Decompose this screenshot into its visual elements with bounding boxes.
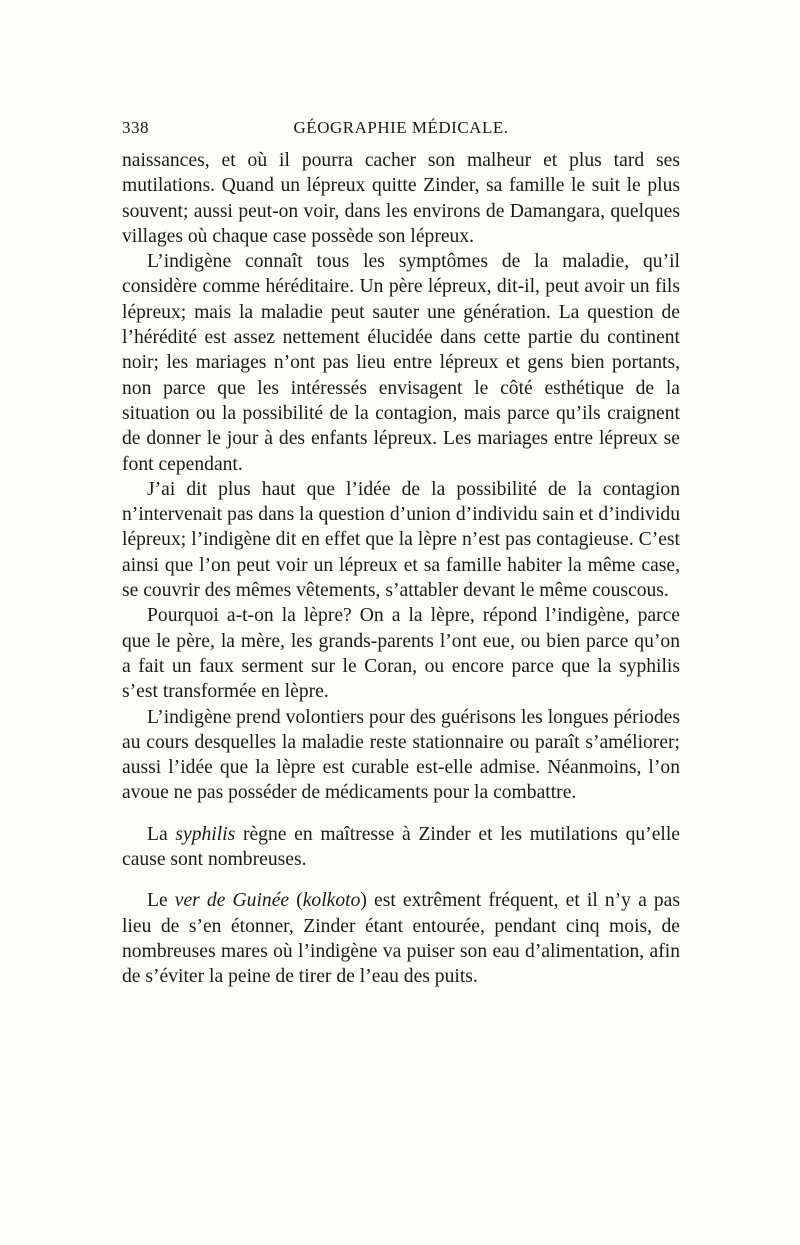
text-span: règne en maîtresse à Zinder et les mutilations qu’elle cause sont nombreuses. xyxy=(122,823,680,871)
paragraph-4: Pourquoi a-t-on la lèpre? On a la lèpre, répond l’indigène, parce que le père, la mère, les grands-parents l’ont eue, ou bien parce qu’on a fait un faux serment sur le Coran, ou encore parce que la syphilis s’est transformée en lèpre. xyxy=(122,605,680,703)
paragraph-7 xyxy=(122,888,680,989)
paragraph-3: J’ai dit plus haut que l’idée de la possibilité de la contagion n’intervenait pas dans la question d’union d’individu sain et d’individu lépreux; l’indigène dit en effet que la lèpre n’est pas contagieuse. C’est ainsi que l’on peut voir un lépreux et sa famille habiter la même case, se couvrir des mêmes vêtements, s’attabler devant le même couscous. xyxy=(122,478,680,602)
text-span: ( xyxy=(289,890,303,912)
body-text xyxy=(122,148,680,990)
text-span: Le xyxy=(147,890,175,912)
italic-term-kolkoto: kolkoto xyxy=(302,890,361,912)
running-head xyxy=(122,118,680,142)
text-span: ) est extrêment fréquent, et il n’y a pas lieu de s’en étonner, Zinder étant entourée, pendant cinq mois, de nombreuses mares où l’indigène va puiser son eau d’alimentation, afin de s’éviter la peine de tirer de l’eau des puits. xyxy=(122,890,681,988)
italic-term-ver-de-guinee: ver de Guinée xyxy=(174,890,290,912)
text-span: La xyxy=(147,823,176,845)
paragraph-1: naissances, et où il pourra cacher son malheur et plus tard ses mutilations. Quand un lépreux quitte Zinder, sa famille le suit le plus souvent; aussi peut-on voir, dans les environs de Damangara, quelques villages où chaque case possède son lépreux. xyxy=(122,150,680,247)
paragraph-5: L’indigène prend volontiers pour des guérisons les longues périodes au cours desquelles la maladie reste stationnaire ou paraît s’améliorer; aussi l’idée que la lèpre est curable est-elle admise. Néanmoins, l’on avoue ne pas posséder de médicaments pour la combattre. xyxy=(122,706,680,804)
paragraph-6 xyxy=(122,822,680,873)
running-title: GÉOGRAPHIE MÉDICALE. xyxy=(293,118,509,137)
italic-term-syphilis: syphilis xyxy=(175,823,236,845)
page-number: 338 xyxy=(122,118,149,137)
paragraph-2: L’indigène connaît tous les symptômes de la maladie, qu’il considère comme héréditaire. Un père lépreux, dit-il, peut avoir un fils lépreux; mais la maladie peut sauter une génération. La question de l’hérédité est assez nettement élucidée dans cette partie du continent noir; les mariages n’ont pas lieu entre lépreux et gens bien portants, non parce que les intéressés envisagent le côté esthétique de la situation ou la possibilité de la contagion, mais parce qu’ils craignent de donner le jour à des enfants lépreux. Les mariages entre lépreux se font cependant. xyxy=(122,251,680,475)
